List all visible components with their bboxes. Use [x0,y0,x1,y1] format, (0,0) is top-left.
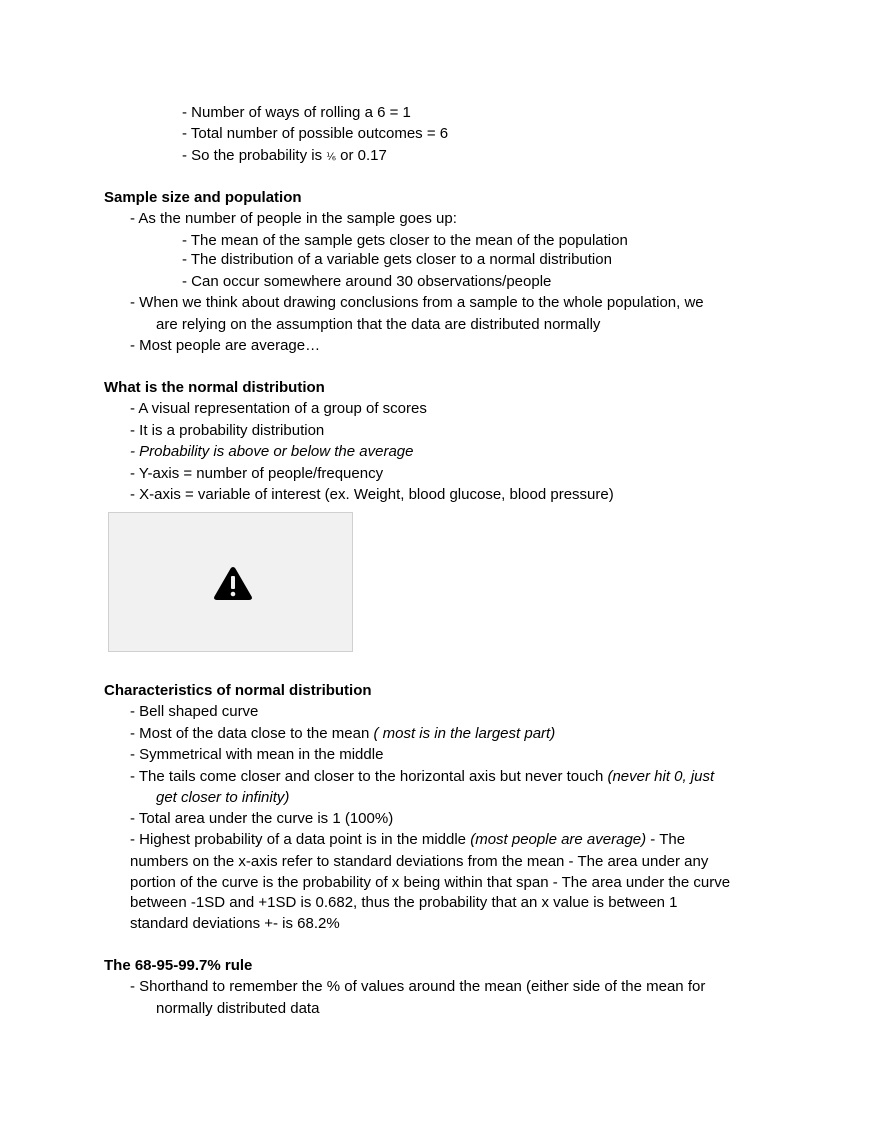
normal-bullet-2: - It is a probability distribution [130,422,325,439]
heading-normal-distribution: What is the normal distribution [104,379,325,396]
sample-bullet-1: - As the number of people in the sample goes up: [130,210,457,227]
char-bullet-4-cont: get closer to infinity) [156,789,290,806]
char-bullet-6 [130,830,685,850]
char-bullet-6-note: (most people are average) [470,831,647,848]
normal-bullet-1: - A visual representation of a group of scores [130,400,427,417]
sample-sub-bullet-3: - Can occur somewhere around 30 observations/people [182,273,552,290]
char-bullet-2 [130,724,555,744]
sample-bullet-2: - When we think about drawing conclusions from a sample to the whole population, we [130,294,704,311]
normal-bullet-4: - Y-axis = number of people/frequency [130,465,384,482]
bullet-probability [182,146,387,168]
probability-suffix: or 0.17 [335,147,387,164]
rule-bullet-1: - Shorthand to remember the % of values around the mean (either side of the mean for [130,978,706,995]
bullet-ways: - Number of ways of rolling a 6 = 1 [182,104,411,121]
probability-fraction: ⅙ [326,152,336,163]
image-placeholder [108,512,353,652]
char-paragraph-line-1: numbers on the x-axis refer to standard deviations from the mean - The area under any [130,853,709,870]
sample-bullet-3: - Most people are average… [130,337,321,354]
sample-bullet-2-cont: are relying on the assumption that the data are distributed normally [156,316,601,333]
char-bullet-2-note: ( most is in the largest part) [373,725,556,742]
char-bullet-1: - Bell shaped curve [130,703,259,720]
char-bullet-4 [130,767,714,787]
heading-68-95-rule: The 68-95-99.7% rule [104,957,253,974]
warning-triangle-icon [213,565,253,601]
char-bullet-6-text: - Highest probability of a data point is in the middle [130,831,471,848]
char-bullet-4-text: - The tails come closer and closer to the horizontal axis but never touch [130,768,608,785]
sample-sub-bullet-2: - The distribution of a variable gets closer to a normal distribution [182,251,612,268]
char-bullet-5: - Total area under the curve is 1 (100%) [130,810,394,827]
heading-sample-size: Sample size and population [104,189,302,206]
rule-bullet-1-cont: normally distributed data [156,1000,320,1017]
normal-bullet-3: - Probability is above or below the average [130,443,414,460]
normal-bullet-5: - X-axis = variable of interest (ex. Weight, blood glucose, blood pressure) [130,486,614,503]
sample-sub-bullet-1: - The mean of the sample gets closer to the mean of the population [182,232,628,249]
char-bullet-3: - Symmetrical with mean in the middle [130,746,384,763]
char-bullet-2-text: - Most of the data close to the mean [130,725,374,742]
bullet-total: - Total number of possible outcomes = 6 [182,125,449,142]
char-paragraph-line-3: between -1SD and +1SD is 0.682, thus the probability that an x value is between 1 [130,894,678,911]
char-bullet-4-note: (never hit 0, just [607,768,715,785]
heading-characteristics: Characteristics of normal distribution [104,682,372,699]
char-bullet-6-tail: - The [646,831,686,848]
char-paragraph-line-2: portion of the curve is the probability of x being within that span - The area under the curve [130,874,731,891]
char-paragraph-line-4: standard deviations +- is 68.2% [130,915,340,932]
probability-prefix: - So the probability is [182,147,327,164]
